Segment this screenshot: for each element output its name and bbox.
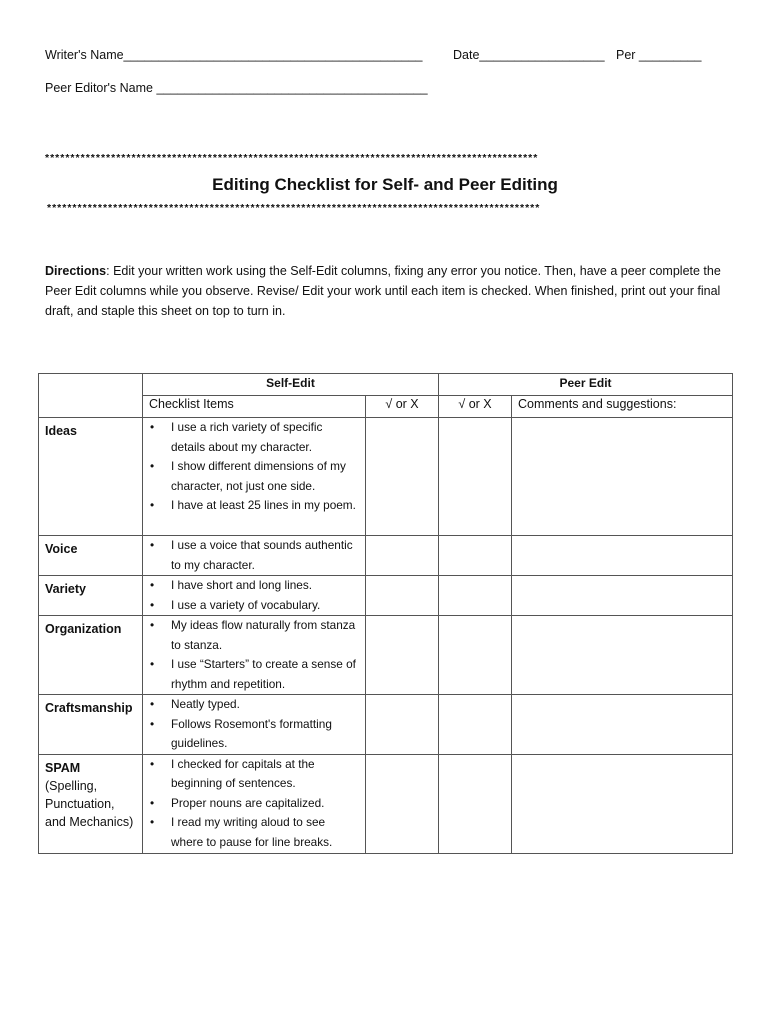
self-check-cell[interactable] (366, 754, 439, 853)
checklist-cell (143, 754, 366, 853)
star-divider-bottom: ************************************************************************************************* (47, 202, 541, 214)
comments-cell[interactable] (512, 616, 733, 695)
category-spam-subtitle: (Spelling, Punctuation, and Mechanics) (45, 778, 134, 829)
checklist-cell (143, 616, 366, 695)
star-divider-top: ************************************************************************************************* (45, 152, 539, 164)
list-item: • I have at least 25 lines in my poem. (171, 496, 359, 516)
list-item: • I read my writing aloud to see where to pause for line breaks. (171, 813, 359, 852)
list-item: • I use “Starters” to create a sense of rhythm and repetition. (171, 655, 359, 694)
peer-check-cell[interactable] (439, 754, 512, 853)
list-item: • I have short and long lines. (171, 576, 359, 596)
list-item: • I use a voice that sounds authentic to my character. (171, 536, 359, 575)
comments-header: Comments and suggestions: (512, 396, 733, 418)
peer-check-cell[interactable] (439, 418, 512, 536)
checklist-items-header: Checklist Items (143, 396, 366, 418)
list-item: • Neatly typed. (171, 695, 359, 715)
page-title: Editing Checklist for Self- and Peer Editing (212, 175, 558, 194)
category-ideas: Ideas (39, 418, 143, 536)
peer-check-cell[interactable] (439, 616, 512, 695)
comments-cell[interactable] (512, 695, 733, 755)
list-item: • I checked for capitals at the beginning of sentences. (171, 755, 359, 794)
peer-check-cell[interactable] (439, 576, 512, 616)
date-field: Date__________________ (453, 48, 605, 62)
checklist-cell (143, 576, 366, 616)
category-voice: Voice (39, 536, 143, 576)
period-field: Per _________ (616, 48, 702, 62)
list-item: • Proper nouns are capitalized. (171, 794, 359, 814)
peer-check-cell[interactable] (439, 536, 512, 576)
empty-header-cell (39, 374, 143, 418)
comments-cell[interactable] (512, 754, 733, 853)
table-column-header-row (39, 396, 733, 418)
comments-cell[interactable] (512, 576, 733, 616)
list-item: • Follows Rosemont's formatting guidelines. (171, 715, 359, 754)
self-check-header: √ or X (366, 396, 439, 418)
writer-name-field: Writer's Name___________________________________________ (45, 48, 423, 62)
editing-checklist-table (38, 373, 733, 854)
checklist-cell (143, 695, 366, 755)
list-item: • My ideas flow naturally from stanza to stanza. (171, 616, 359, 655)
directions-label: Directions (45, 264, 107, 278)
directions-text: : Edit your written work using the Self-Edit columns, fixing any error you notice. Then, have a peer complete the Peer Edit columns while you observe. Revise/ Edit your work until each item is checked. When finished, print out your final draft, and staple this sheet on top to turn in. (45, 264, 721, 318)
peer-check-header: √ or X (439, 396, 512, 418)
table-row (39, 695, 733, 755)
self-check-cell[interactable] (366, 576, 439, 616)
peer-edit-header: Peer Edit (439, 374, 733, 396)
self-check-cell[interactable] (366, 695, 439, 755)
list-item: • I use a rich variety of specific details about my character. (171, 418, 359, 457)
self-check-cell[interactable] (366, 536, 439, 576)
category-spam: SPAM (Spelling, Punctuation, and Mechanics) (39, 754, 143, 853)
self-edit-header: Self-Edit (143, 374, 439, 396)
checklist-cell (143, 536, 366, 576)
table-row (39, 754, 733, 853)
table-group-header-row (39, 374, 733, 396)
peer-check-cell[interactable] (439, 695, 512, 755)
table-row (39, 418, 733, 536)
self-check-cell[interactable] (366, 616, 439, 695)
comments-cell[interactable] (512, 418, 733, 536)
table-row (39, 576, 733, 616)
category-craftsmanship: Craftsmanship (39, 695, 143, 755)
directions (45, 261, 725, 321)
list-item: • I show different dimensions of my character, not just one side. (171, 457, 359, 496)
category-organization: Organization (39, 616, 143, 695)
category-variety: Variety (39, 576, 143, 616)
table-row (39, 616, 733, 695)
table-row (39, 536, 733, 576)
self-check-cell[interactable] (366, 418, 439, 536)
comments-cell[interactable] (512, 536, 733, 576)
list-item: • I use a variety of vocabulary. (171, 596, 359, 616)
checklist-cell (143, 418, 366, 536)
peer-editor-name-field: Peer Editor's Name _______________________________________ (45, 81, 428, 95)
